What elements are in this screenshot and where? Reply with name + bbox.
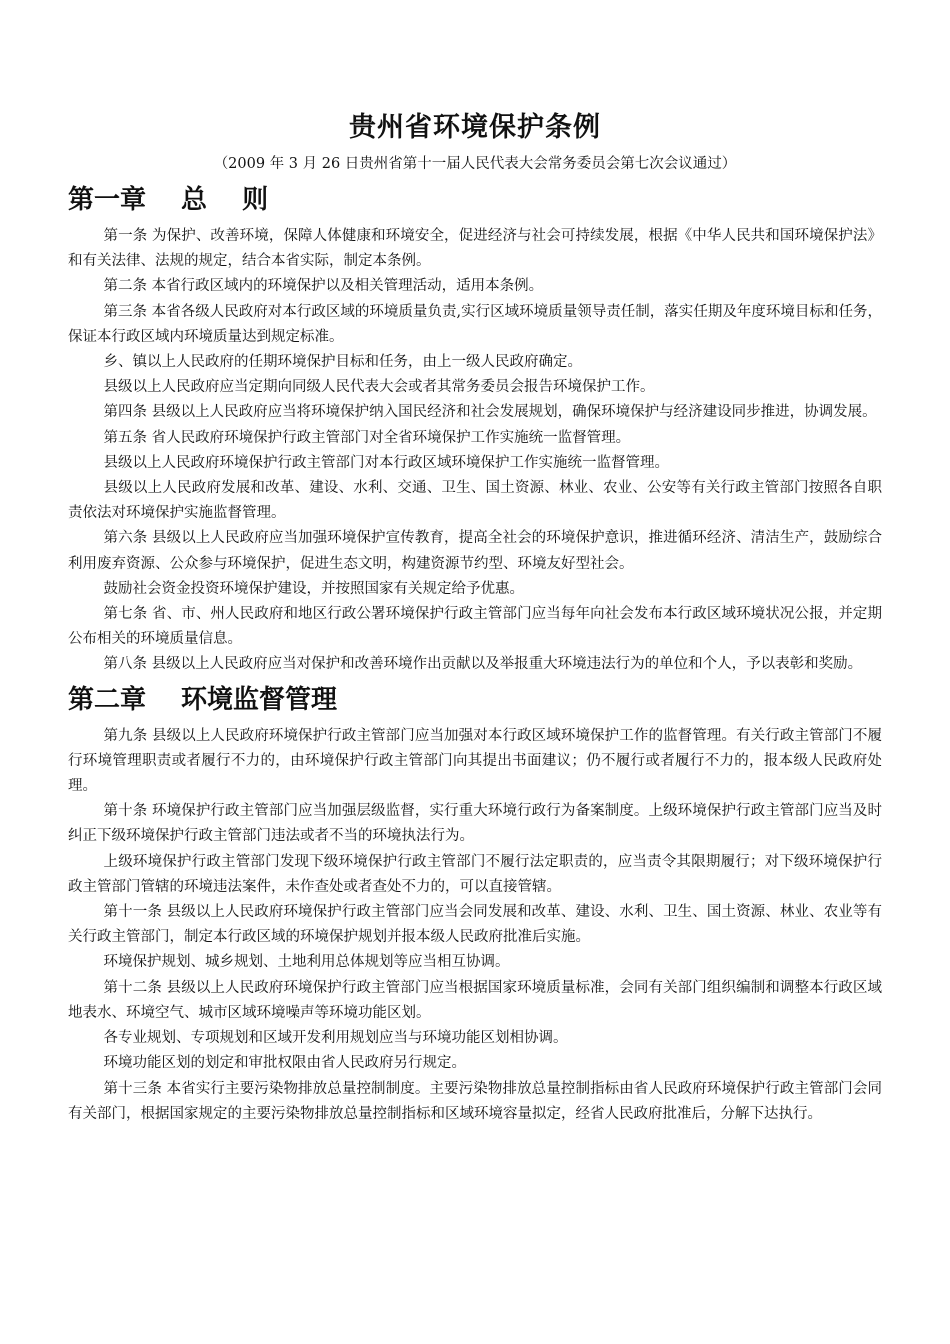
paragraph: 上级环境保护行政主管部门发现下级环境保护行政主管部门不履行法定职责的，应当责令其限期履行；对下级环境保护行政主管部门管辖的环境违法案件，未作查处或者查处不力的，可以直接管辖。 [68, 853, 882, 895]
paragraph: 鼓励社会资金投资环境保护建设，并按照国家有关规定给予优惠。 [103, 580, 525, 597]
chapter-heading: 第一章 总 则 [68, 185, 269, 215]
paragraph: 县级以上人民政府应当定期向同级人民代表大会或者其常务委员会报告环境保护工作。 [103, 379, 655, 396]
chapter-2 [68, 680, 882, 1127]
document-page [68, 108, 882, 1127]
paragraph: 环境保护规划、城乡规划、土地利用总体规划等应当相互协调。 [103, 954, 510, 971]
paragraph: 第十一条 县级以上人民政府环境保护行政主管部门应当会同发展和改革、建设、水利、卫生、国土资源、林业、农业等有关行政主管部门，制定本行政区域的环境保护规划并报本级人民政府批准后实施。 [68, 904, 882, 946]
document-title: 贵州省环境保护条例 [349, 112, 601, 143]
paragraph: 第六条 县级以上人民政府应当加强环境保护宣传教育，提高全社会的环境保护意识，推进循环经济、清洁生产，鼓励综合利用废弃资源、公众参与环境保护，促进生态文明，构建资源节约型、环境友好型社会。 [68, 530, 882, 572]
paragraph: 乡、镇以上人民政府的任期环境保护目标和任务，由上一级人民政府确定。 [103, 354, 583, 371]
paragraph: 各专业规划、专项规划和区域开发利用规划应当与环境功能区划相协调。 [103, 1030, 568, 1047]
document-subtitle: （2009 年 3 月 26 日贵州省第十一届人民代表大会常务委员会第七次会议通过） [213, 156, 737, 172]
paragraph: 第十条 环境保护行政主管部门应当加强层级监督，实行重大环境行政行为备案制度。上级环境保护行政主管部门应当及时纠正下级环境保护行政主管部门违法或者不当的环境执法行为。 [68, 803, 882, 845]
paragraph: 第九条 县级以上人民政府环境保护行政主管部门应当加强对本行政区域环境保护工作的监督管理。有关行政主管部门不履行环境管理职责或者履行不力的，由环境保护行政主管部门向其提出书面建议；仍不履行或者履行不力的，报本级人民政府处理。 [68, 727, 882, 795]
paragraph: 第五条 省人民政府环境保护行政主管部门对全省环境保护工作实施统一监督管理。 [103, 429, 631, 446]
paragraph: 第十三条 本省实行主要污染物排放总量控制制度。主要污染物排放总量控制指标由省人民政府环境保护行政主管部门会同有关部门，根据国家规定的主要污染物排放总量控制指标和区域环境容量拟定，经省人民政府批准后，分解下达执行。 [68, 1080, 882, 1122]
paragraph: 第七条 省、市、州人民政府和地区行政公署环境保护行政主管部门应当每年向社会发布本行政区域环境状况公报，并定期公布相关的环境质量信息。 [68, 606, 882, 648]
paragraph: 第四条 县级以上人民政府应当将环境保护纳入国民经济和社会发展规划，确保环境保护与经济建设同步推进，协调发展。 [103, 404, 877, 421]
paragraph: 第二条 本省行政区域内的环境保护以及相关管理活动，适用本条例。 [103, 278, 544, 295]
paragraph: 第三条 本省各级人民政府对本行政区域的环境质量负责,实行区域环境质量领导责任制，落实任期及年度环境目标和任务，保证本行政区域内环境质量达到规定标准。 [68, 303, 882, 345]
paragraph: 环境功能区划的划定和审批权限由省人民政府另行规定。 [103, 1055, 467, 1072]
paragraph: 第八条 县级以上人民政府应当对保护和改善环境作出贡献以及举报重大环境违法行为的单位和个人，予以表彰和奖励。 [103, 656, 863, 673]
paragraph: 第一条 为保护、改善环境，保障人体健康和环境安全，促进经济与社会可持续发展，根据《中华人民共和国环境保护法》和有关法律、法规的规定，结合本省实际，制定本条例。 [68, 228, 882, 270]
paragraph: 县级以上人民政府环境保护行政主管部门对本行政区域环境保护工作实施统一监督管理。 [103, 454, 670, 471]
paragraph: 县级以上人民政府发展和改革、建设、水利、交通、卫生、国土资源、林业、农业、公安等有关行政主管部门按照各自职责依法对环境保护实施监督管理。 [68, 480, 882, 522]
chapter-1 [68, 180, 882, 678]
chapter-heading: 第二章 环境监督管理 [68, 684, 338, 715]
paragraph: 第十二条 县级以上人民政府环境保护行政主管部门应当根据国家环境质量标准，会同有关部门组织编制和调整本行政区域地表水、环境空气、城市区域环境噪声等环境功能区划。 [68, 979, 882, 1021]
